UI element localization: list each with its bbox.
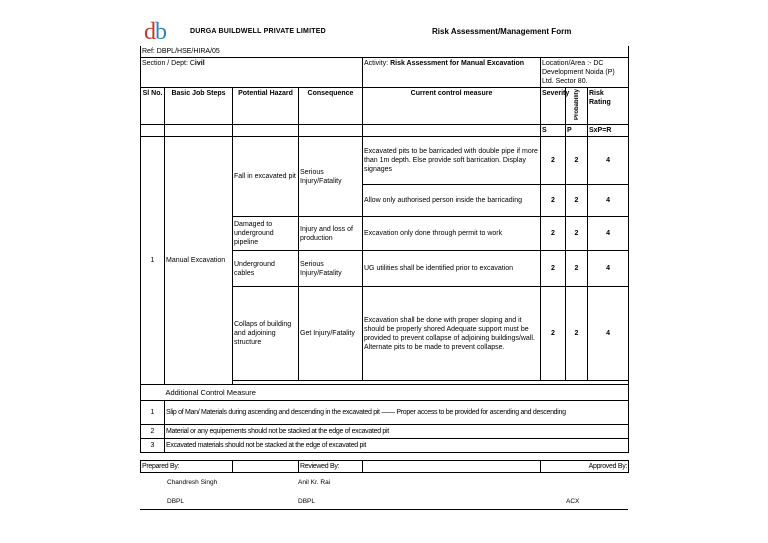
activity: Activity: Risk Assessment for Manual Excavation (363, 58, 541, 88)
reviewed-by-org: DBPL (298, 498, 315, 505)
risk-cell: 4 (588, 185, 629, 217)
form-header (140, 18, 628, 46)
col-sl-no: Sl No. (141, 88, 165, 125)
col-sxp: SxP=R (588, 125, 629, 137)
col-p: P (566, 125, 588, 137)
risk-cell: 4 (588, 137, 629, 185)
risk-cell: 4 (588, 287, 629, 381)
additional-control-item (141, 425, 629, 439)
control-cell: Excavation only done through permit to work (363, 217, 541, 251)
ref-number: Ref: DBPL/HSE/HIRA/05 (141, 46, 629, 58)
severity-cell: 2 (541, 217, 566, 251)
probability-cell: 2 (566, 137, 588, 185)
consequence-cell: Injury and loss of production (299, 217, 363, 251)
risk-assessment-form (140, 18, 628, 528)
probability-cell: 2 (566, 251, 588, 287)
hazard-cell: Fall in excavated pit (233, 137, 299, 217)
hazard-cell: Underground cables (233, 251, 299, 287)
column-header-row (141, 88, 629, 125)
job-sl-no: 1 (141, 137, 165, 385)
control-cell: Excavated pits to be barricaded with double pipe if more than 1m depth. Else provide soft barrication. Display signages (363, 137, 541, 185)
col-basic-job-steps: Basic Job Steps (165, 88, 233, 125)
severity-cell: 2 (541, 287, 566, 381)
hazard-cell: Damaged to underground pipeline (233, 217, 299, 251)
probability-cell: 2 (566, 217, 588, 251)
reviewed-by-label: Reviewed By: (299, 461, 363, 473)
meta-row (141, 58, 629, 88)
control-cell: UG utilities shall be identified prior to excavation (363, 251, 541, 287)
additional-control-item (141, 401, 629, 425)
rating-subheader-row (141, 125, 629, 137)
prepared-by-name: Chandresh Singh (167, 479, 218, 486)
severity-cell: 2 (541, 185, 566, 217)
bottom-rule (140, 509, 628, 510)
probability-cell: 2 (566, 185, 588, 217)
col-probability: Probability (566, 88, 588, 125)
severity-cell: 2 (541, 251, 566, 287)
approved-by-label: Approved By: (541, 461, 629, 473)
control-cell: Allow only authorised person inside the barricading (363, 185, 541, 217)
col-severity: Severity (541, 88, 566, 125)
additional-control-title: Additional Control Measure (165, 385, 629, 401)
consequence-cell: Serious Injury/Fatality (299, 251, 363, 287)
probability-cell: 2 (566, 287, 588, 381)
col-consequence: Consequence (299, 88, 363, 125)
additional-control-title-row (141, 385, 629, 401)
prepared-by-label: Prepared By: (141, 461, 233, 473)
risk-cell: 4 (588, 251, 629, 287)
col-s: S (541, 125, 566, 137)
location: Location/Area :- DC Development Noida (P) Ltd. Sector 80. (541, 58, 629, 88)
additional-control-item (141, 439, 629, 453)
company-logo: db (144, 19, 166, 45)
control-cell: Excavation shall be done with proper sloping and it should be properly shored Adequate support must be provided to prevent collapse of adjoining buildings/wall. Alternate pits to be made to prevent collapse. (363, 287, 541, 381)
risk-table (140, 46, 629, 473)
additional-item-text: Slip of Man/ Materials during ascending and descending in the excavated pit —— Proper access to be provided for ascending and descending (165, 401, 629, 425)
consequence-cell: Serious Injury/Fatality (299, 137, 363, 217)
col-potential-hazard: Potential Hazard (233, 88, 299, 125)
ref-row (141, 46, 629, 58)
additional-item-text: Excavated materials should not be stacked at the edge of excavated pit (165, 439, 629, 453)
col-risk-rating: Risk Rating (588, 88, 629, 125)
approved-by-org: ACX (566, 498, 580, 505)
reviewed-by-name: Anil Kr. Rai (298, 479, 331, 486)
col-current-control: Current control measure (363, 88, 541, 125)
company-name: DURGA BUILDWELL PRIVATE LIMITED (190, 28, 326, 35)
prepared-by-org: DBPL (167, 498, 184, 505)
additional-item-no: 2 (141, 425, 165, 439)
risk-cell: 4 (588, 217, 629, 251)
form-title: Risk Assessment/Management Form (432, 27, 572, 36)
table-row (141, 137, 629, 185)
consequence-cell: Get Injury/Fatality (299, 287, 363, 381)
job-step: Manual Excavation (165, 137, 233, 385)
additional-item-no: 3 (141, 439, 165, 453)
additional-item-no: 1 (141, 401, 165, 425)
hazard-cell: Collaps of building and adjoining structure (233, 287, 299, 381)
additional-item-text: Material or any equipements should not be stacked at the edge of excavated pit (165, 425, 629, 439)
section-dept: Section / Dept: Civil (141, 58, 363, 88)
signature-label-row (141, 461, 629, 473)
severity-cell: 2 (541, 137, 566, 185)
